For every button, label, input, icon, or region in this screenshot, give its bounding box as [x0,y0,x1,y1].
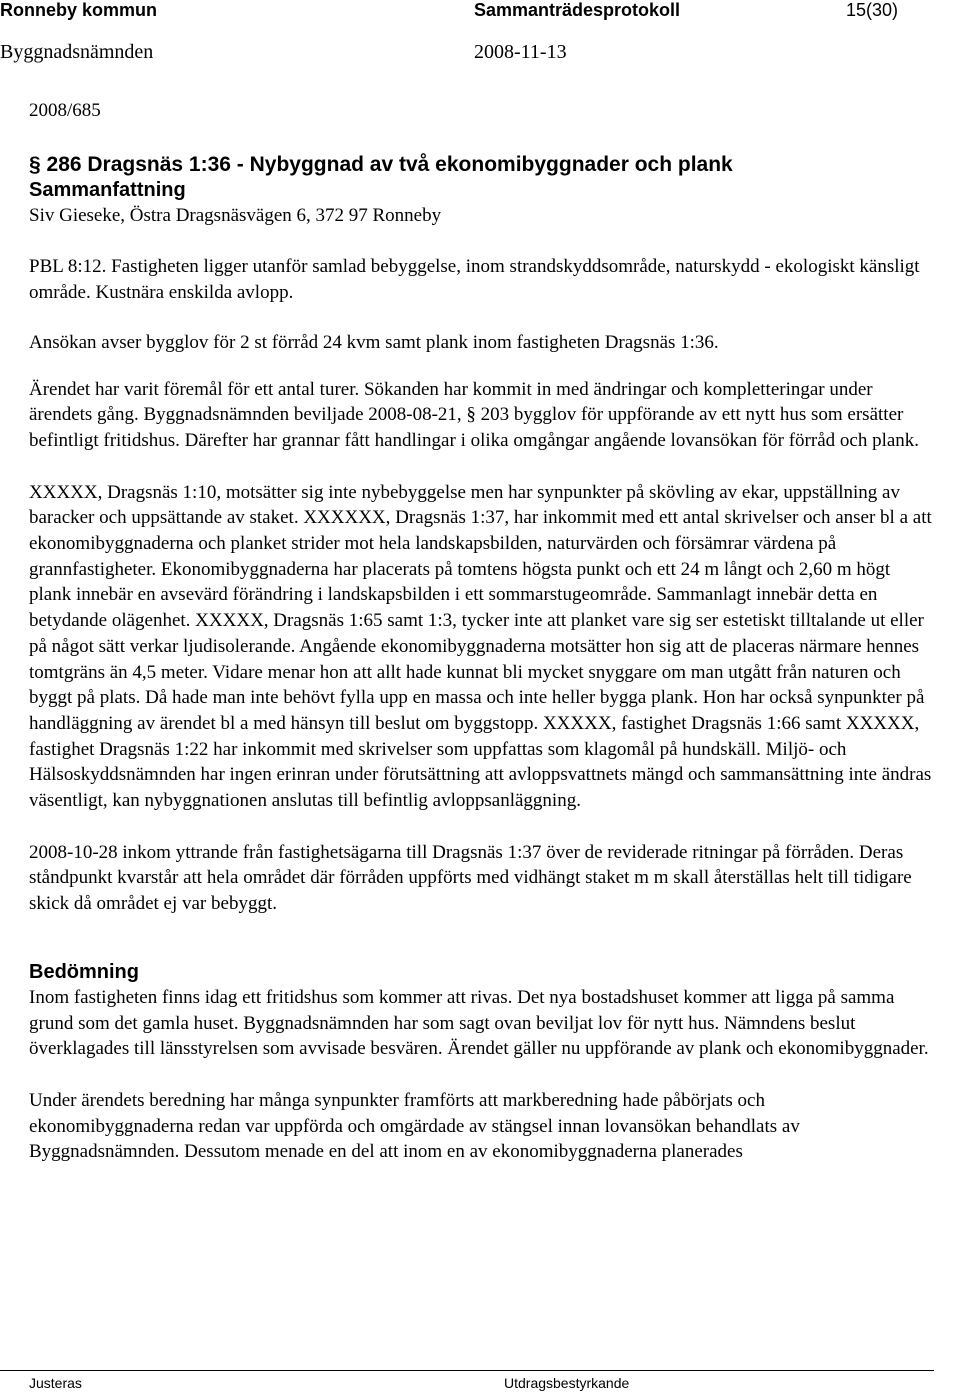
summary-paragraph: PBL 8:12. Fastigheten ligger utanför samlad bebyggelse, inom strandskyddsområde, naturskydd - ekologiskt känsligt område. Kustnära enskilda avlopp. [29,256,920,304]
case-title: § 286 Dragsnäs 1:36 - Nybyggnad av två ekonomibyggnader och plank [29,152,733,176]
footer-extract-certification-label: Utdragsbestyrkande [504,1375,630,1391]
summary-paragraph: Ansökan avser bygglov för 2 st förråd 24 kvm samt plank inom fastigheten Dragsnäs 1:36. [29,331,719,353]
document-type: Sammanträdesprotokoll [474,0,681,20]
committee-name: Byggnadsnämnden [0,41,154,63]
page-number: 15(30) [845,0,898,20]
summary-heading: Sammanfattning [29,178,186,201]
applicant-line: Siv Gieseke, Östra Dragsnäsvägen 6, 372 97 Ronneby [29,204,442,226]
summary-paragraph: XXXXX, Dragsnäs 1:10, motsätter sig inte nybebyggelse men har synpunkter på skövling av ekar, uppställning av baracker och uppsättande av staket. XXXXXX, Dragsnäs 1:37, har inkommit med ett antal skrivelser och anser bl a att ekonomibyggnaderna och planket strider mot hela landskapsbilden, naturvärden och försämrar värdena på grannfastigheter. Ekonomibyggnaderna har placerats på tomtens högsta punkt och ett 24 m långt och 2,60 m högt plank innebär en avsevärd förändring i landskapsbilden i ett sommarstugeområde. Sammanlagt innebär detta en betydande olägenhet. XXXXX, Dragsnäs 1:65 samt 1:3, tycker inte att planket vare sig ser estetiskt tilltalande ut eller på något sätt verkar ljudisolerande. Angående ekonomibyggnaderna motsätter hon sig att de placeras närmare hennes tomtgräns än 4,5 meter. Vidare menar hon att allt hade kunnat bli mycket snyggare om man utgått från naturen och byggt på plats. Då hade man inte behövt fylla upp en massa och inte heller bygga plank. Hon har också synpunkter på handläggning av ärendet bl a med hänsyn till beslut om byggstopp. XXXXX, fastighet Dragsnäs 1:66 samt XXXXX, fastighet Dragsnäs 1:22 har inkommit med skrivelser som uppfattas som klagomål på hundskäll. Miljö- och Hälsoskyddsnämnden har ingen erinran under förutsättning att avloppsvattnets mängd och sammansättning inte ändras väsentligt, kan nybyggnationen anslutas till befintlig avloppsanläggning. [29,481,932,812]
summary-paragraph: Ärendet har varit föremål för ett antal turer. Sökanden har kommit in med ändringar och kompletteringar under ärendets gång. Byggnadsnämnden beviljade 2008-08-21, § 203 bygglov för uppförande av ett nytt hus som ersätter befintligt fritidshus. Därefter har grannar fått handlingar i olika omgångar angående lovansökan för förråd och plank. [29,378,920,451]
assessment-paragraph: Inom fastigheten finns idag ett fritidshus som kommer att rivas. Det nya bostadshuset kommer att ligga på samma grund som det gamla huset. Byggnadsnämnden har som sagt ovan beviljat lov för nytt hus. Nämndens beslut överklagades till länsstyrelsen som avvisade besvären. Ärendet gäller nu uppförande av plank och ekonomibyggnader. [29,986,929,1060]
header-row-bottom [0,41,960,65]
footer-divider [0,1370,934,1371]
municipality-name: Ronneby kommun [0,0,158,20]
case-number: 2008/685 [29,100,101,121]
assessment-heading: Bedömning [29,960,139,983]
meeting-date: 2008-11-13 [474,41,567,63]
document-body [29,98,934,1165]
assessment-paragraph: Under ärendets beredning har många synpunkter framförts att markberedning hade påbörjats och ekonomibyggnaderna redan var uppförda och omgärdade av stängsel innan lovansökan behandlats av Byggnadsnämnden. Dessutom menade en del att inom en av ekonomibyggnaderna planerades [29,1089,800,1163]
header-row-top [0,0,960,24]
footer-justeras-label: Justeras [29,1375,82,1391]
summary-paragraph: 2008-10-28 inkom yttrande från fastighetsägarna till Dragsnäs 1:37 över de reviderade ritningar på förråden. Deras ståndpunkt kvarstår att hela området där förråden uppförts med vidhängt staket m m skall återställas helt till tidigare skick då området ej var bebyggt. [29,841,912,915]
